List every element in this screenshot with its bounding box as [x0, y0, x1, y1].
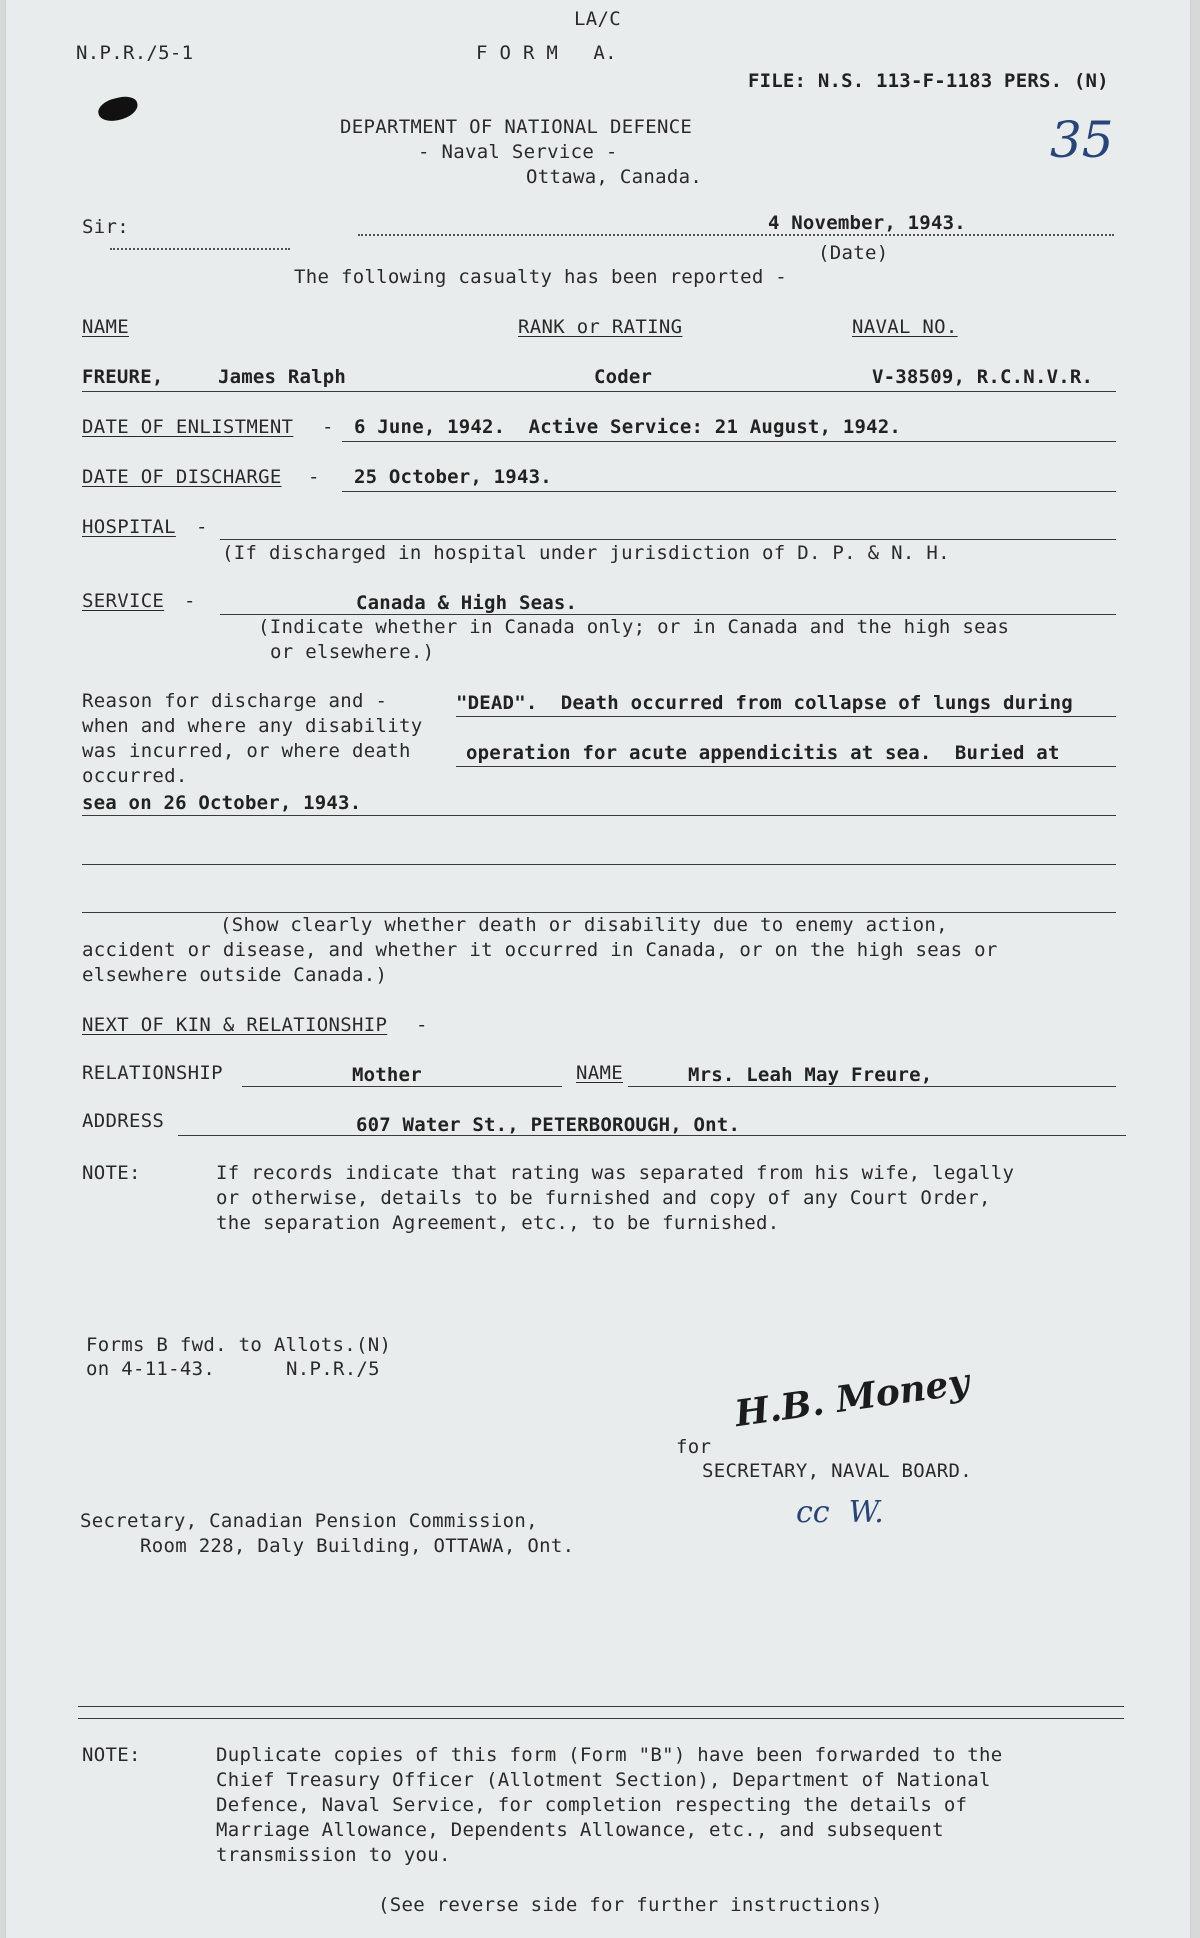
show-note-line-2: accident or disease, and whether it occurred in Canada, or on the high seas or [82, 939, 998, 961]
form-title: F O R M A. [476, 42, 617, 64]
reason-rule-3 [82, 815, 1116, 816]
date-dotted-line [358, 234, 1114, 236]
service-value: Canada & High Seas. [356, 592, 578, 614]
show-note-line-1: (Show clearly whether death or disability due to enemy action, [220, 914, 948, 936]
enlistment-dash: - [322, 416, 334, 438]
kin-name-value: Mrs. Leah May Freure, [688, 1064, 933, 1086]
reason-rule-2 [456, 766, 1116, 767]
relationship-rule [242, 1086, 562, 1087]
reason-label-line-2: when and where any disability [82, 715, 423, 737]
hospital-dash: - [196, 516, 208, 538]
kin-name-rule [628, 1086, 1116, 1087]
form-a-document [6, 0, 1190, 1938]
casualty-surname: FREURE, [82, 366, 164, 388]
salutation: Sir: [82, 216, 129, 238]
casualty-row-rule [82, 391, 1116, 392]
note-1-line-1: If records indicate that rating was separated from his wife, legally [216, 1162, 1015, 1184]
reason-label-line-1: Reason for discharge and - [82, 690, 388, 712]
forms-b-line-1: Forms B fwd. to Allots.(N) [86, 1334, 392, 1356]
relationship-value: Mother [352, 1064, 422, 1086]
address-rule [178, 1135, 1126, 1136]
signature-for: for [676, 1436, 712, 1458]
next-of-kin-heading: NEXT OF KIN & RELATIONSHIP [82, 1014, 388, 1036]
reason-label-line-4: occurred. [82, 765, 188, 787]
salutation-dotted-line [110, 248, 290, 250]
note-2-line-3: Defence, Naval Service, for completion respecting the details of [216, 1794, 968, 1816]
date-value: 4 November, 1943. [768, 212, 966, 234]
reason-value-line-2: operation for acute appendicitis at sea. Buried at [466, 742, 1060, 764]
handwritten-initials: cc W. [796, 1495, 884, 1530]
hospital-label: HOSPITAL [82, 516, 176, 538]
service-label: SERVICE [82, 590, 165, 612]
forms-b-reference: N.P.R./5 [286, 1358, 380, 1380]
kin-name-label: NAME [576, 1062, 623, 1084]
next-of-kin-dash: - [416, 1014, 428, 1036]
note-2-line-2: Chief Treasury Officer (Allotment Section), Department of National [216, 1769, 991, 1791]
casualty-rank: Coder [594, 366, 653, 388]
footer-rule-1 [78, 1706, 1124, 1707]
addressee-line-1: Secretary, Canadian Pension Commission, [80, 1510, 538, 1532]
discharge-rule [342, 491, 1116, 492]
department-line-3: Ottawa, Canada. [526, 166, 703, 188]
department-line-1: DEPARTMENT OF NATIONAL DEFENCE [340, 116, 693, 138]
casualty-naval-number: V-38509, R.C.N.V.R. [872, 366, 1094, 388]
show-note-line-3: elsewhere outside Canada.) [82, 964, 388, 986]
service-note-line-1: (Indicate whether in Canada only; or in Canada and the high seas [258, 616, 1010, 638]
service-dash: - [184, 590, 196, 612]
note-2-line-4: Marriage Allowance, Dependents Allowance, etc., and subsequent [216, 1819, 944, 1841]
service-rule [220, 614, 1116, 615]
note-2-label: NOTE: [82, 1744, 141, 1766]
hospital-rule [220, 539, 1116, 540]
date-label: (Date) [818, 242, 889, 264]
note-2-line-5: transmission to you. [216, 1844, 451, 1866]
reason-value-line-3: sea on 26 October, 1943. [82, 792, 362, 814]
naval-no-column-header: NAVAL NO. [852, 316, 958, 338]
ink-blot [96, 94, 140, 124]
department-line-2: - Naval Service - [418, 141, 618, 163]
footer-rule-2 [78, 1718, 1124, 1719]
enlistment-label: DATE OF ENLISTMENT [82, 416, 294, 438]
casualty-given-names: James Ralph [218, 366, 347, 388]
note-1-line-2: or otherwise, details to be furnished and copy of any Court Order, [216, 1187, 991, 1209]
handwritten-page-number: 35 [1050, 111, 1114, 169]
npr-reference: N.P.R./5-1 [76, 42, 194, 64]
address-label: ADDRESS [82, 1110, 165, 1132]
forms-b-date: on 4-11-43. [86, 1358, 216, 1380]
relationship-label: RELATIONSHIP [82, 1062, 223, 1084]
discharge-value: 25 October, 1943. [354, 466, 552, 488]
rank-column-header: RANK or RATING [518, 316, 683, 338]
discharge-dash: - [308, 466, 320, 488]
discharge-label: DATE OF DISCHARGE [82, 466, 282, 488]
casualty-intro: The following casualty has been reported - [294, 266, 788, 288]
handwritten-signature: H.B. Money [732, 1360, 972, 1436]
service-note-line-2: or elsewhere.) [270, 641, 435, 663]
addressee-line-2: Room 228, Daly Building, OTTAWA, Ont. [140, 1535, 575, 1557]
file-number: FILE: N.S. 113-F-1183 PERS. (N) [748, 70, 1109, 92]
reason-value-line-1: "DEAD". Death occurred from collapse of lungs during [456, 692, 1073, 714]
hospital-note: (If discharged in hospital under jurisdiction of D. P. & N. H. [222, 542, 950, 564]
note-2-line-1: Duplicate copies of this form (Form "B") have been forwarded to the [216, 1744, 1003, 1766]
reason-rule-5 [82, 912, 1116, 913]
name-column-header: NAME [82, 316, 129, 338]
note-1-label: NOTE: [82, 1162, 141, 1184]
reason-rule-1 [456, 716, 1116, 717]
reason-rule-4 [82, 864, 1116, 865]
address-value: 607 Water St., PETERBOROUGH, Ont. [356, 1114, 741, 1136]
signature-title: SECRETARY, NAVAL BOARD. [702, 1460, 972, 1482]
reason-label-line-3: was incurred, or where death [82, 740, 411, 762]
la-c-mark: LA/C [574, 8, 621, 30]
enlistment-rule [342, 441, 1116, 442]
note-1-line-3: the separation Agreement, etc., to be furnished. [216, 1212, 780, 1234]
enlistment-value: 6 June, 1942. Active Service: 21 August, 1942. [354, 416, 902, 438]
reverse-side-note: (See reverse side for further instructions) [378, 1894, 883, 1916]
